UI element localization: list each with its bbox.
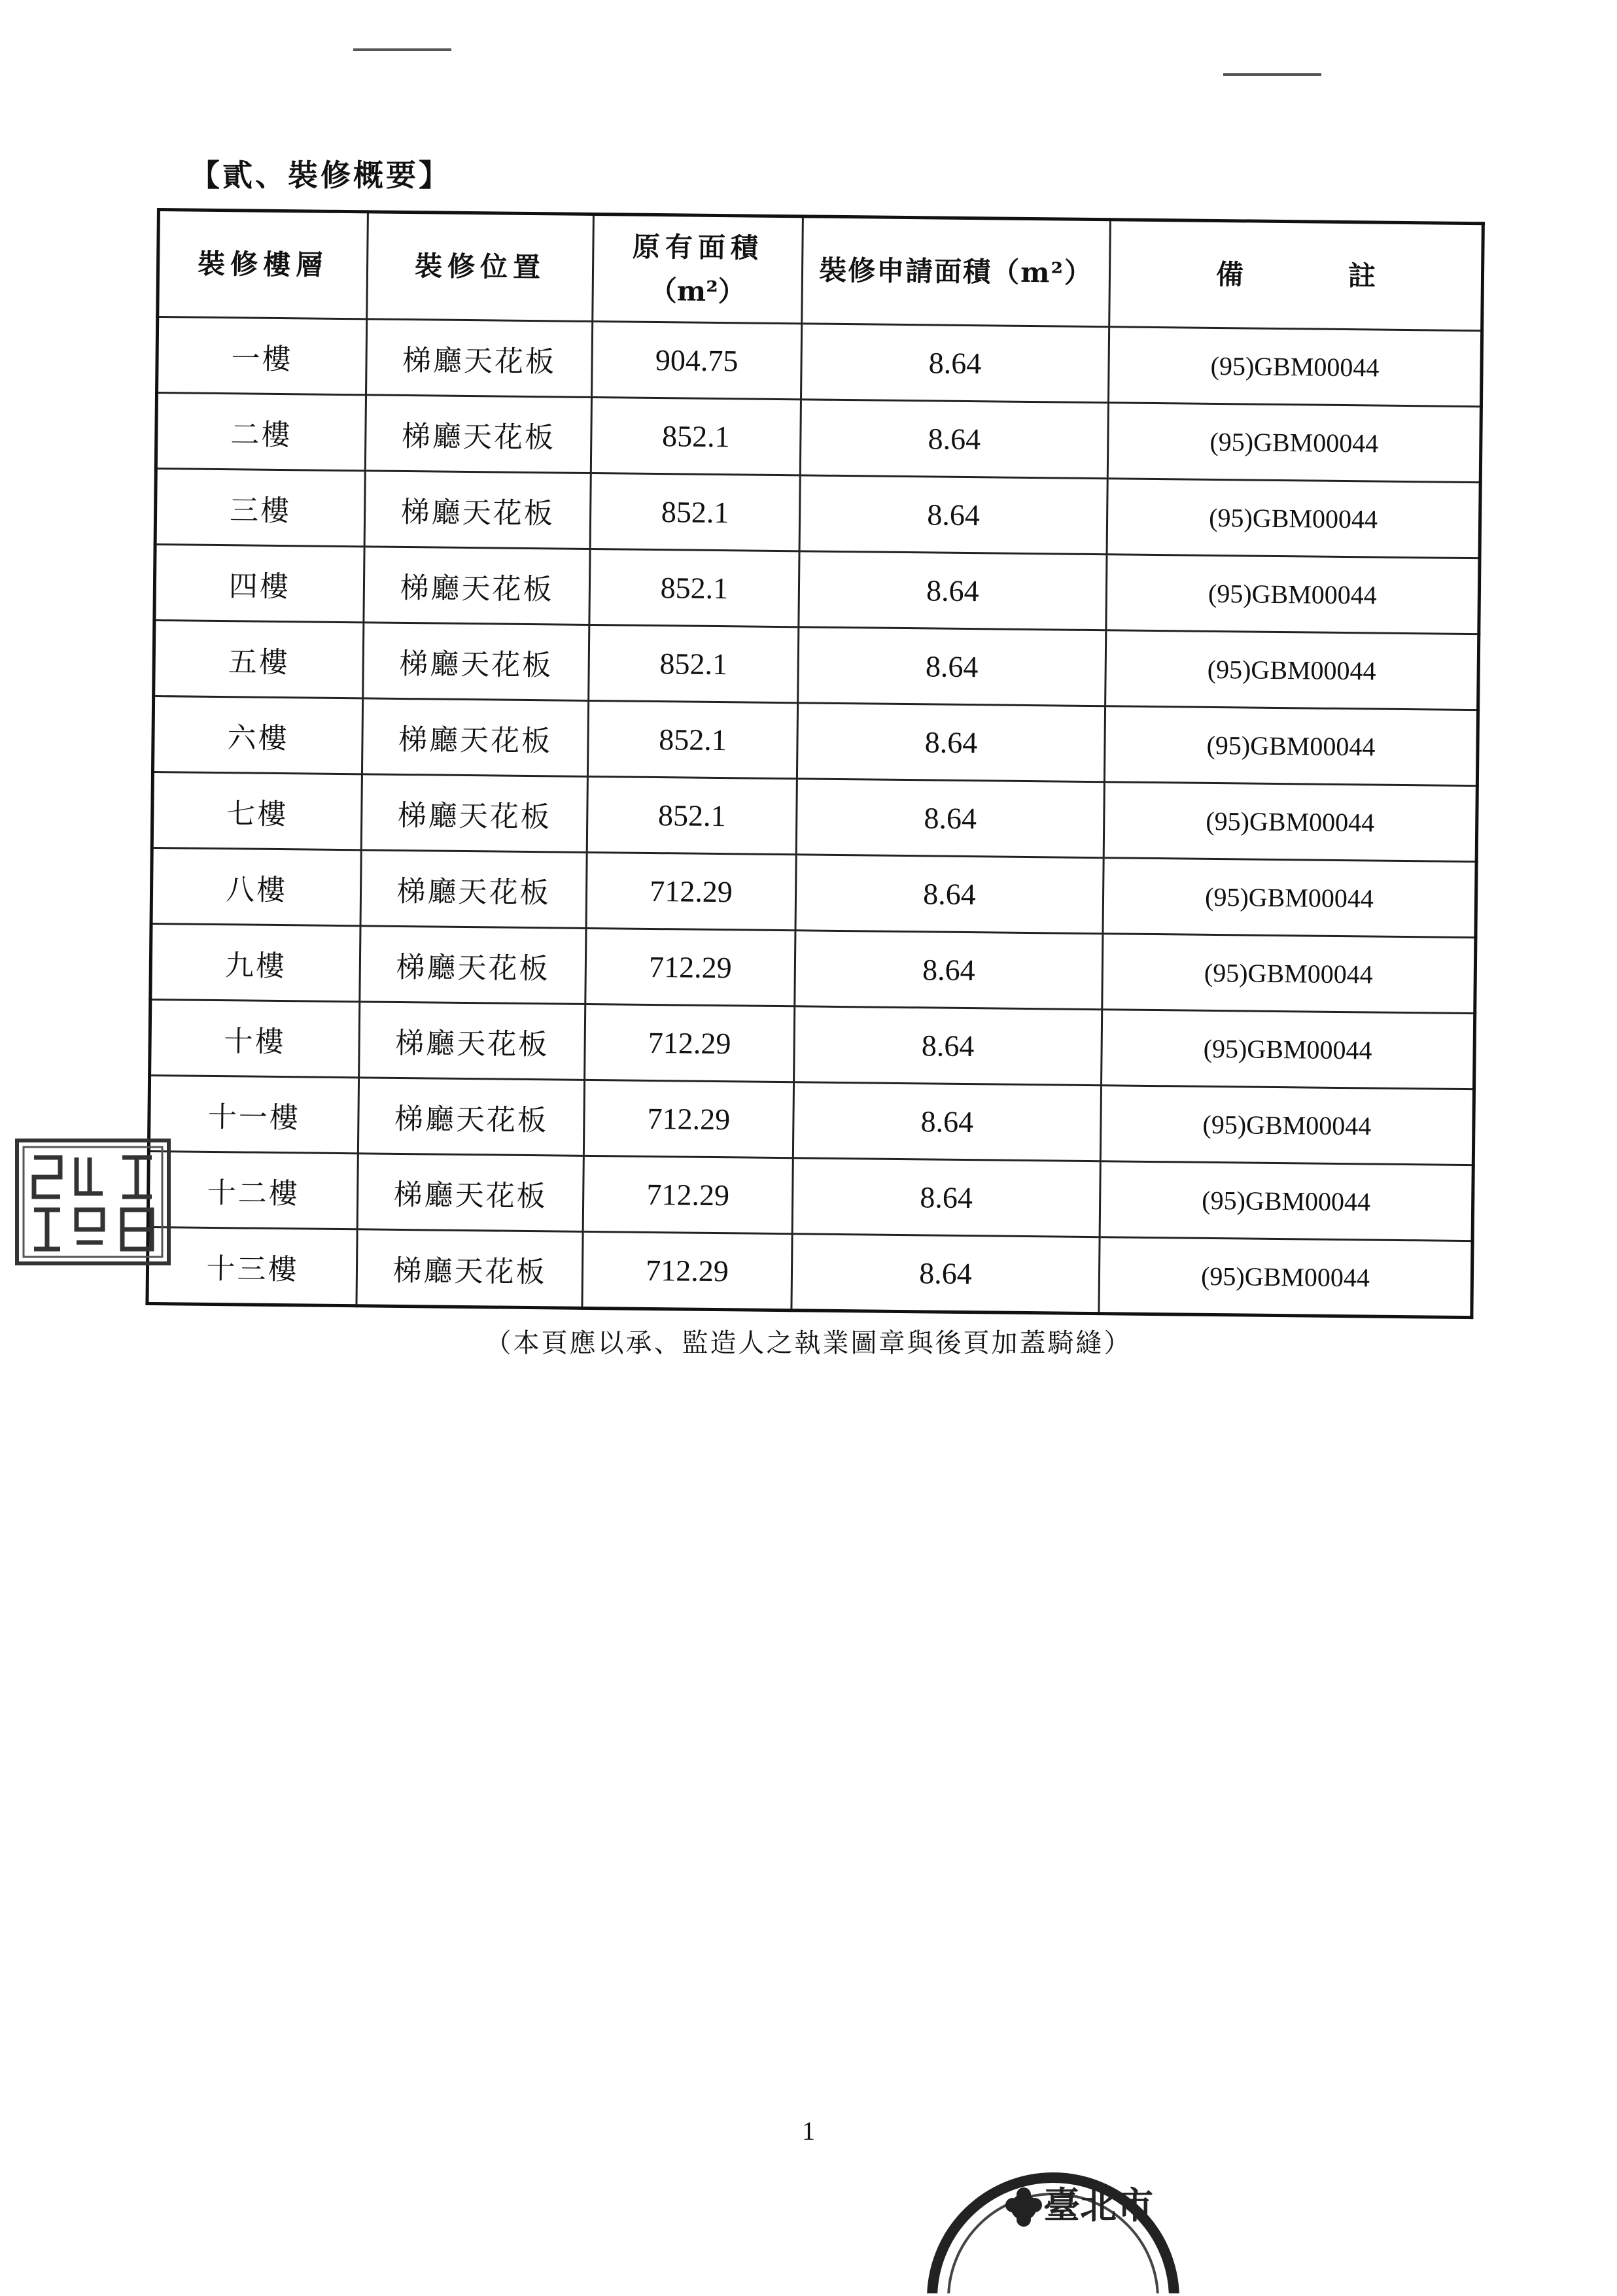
cell-remarks: (95)GBM00044 bbox=[1099, 1237, 1472, 1318]
cell-remarks: (95)GBM00044 bbox=[1108, 327, 1482, 407]
cell-remarks: (95)GBM00044 bbox=[1102, 1010, 1475, 1089]
cell-floor: 三樓 bbox=[155, 469, 365, 547]
header-remarks-char-2: 註 bbox=[1348, 260, 1376, 292]
table-row bbox=[155, 469, 1480, 558]
cell-location: 梯廳天花板 bbox=[364, 471, 591, 549]
cell-floor: 十三樓 bbox=[147, 1227, 357, 1305]
table-row bbox=[147, 1227, 1472, 1317]
cell-remarks: (95)GBM00044 bbox=[1102, 934, 1476, 1014]
cell-remarks: (95)GBM00044 bbox=[1105, 630, 1479, 710]
cell-floor: 四樓 bbox=[154, 544, 364, 622]
header-original-area-unit: （m²） bbox=[649, 274, 746, 308]
cell-floor: 九樓 bbox=[150, 923, 360, 1001]
table-row bbox=[152, 696, 1478, 785]
cell-applied-area: 8.64 bbox=[799, 475, 1107, 555]
cell-remarks: (95)GBM00044 bbox=[1104, 706, 1478, 786]
cell-remarks: (95)GBM00044 bbox=[1100, 1161, 1473, 1241]
cell-applied-area: 8.64 bbox=[798, 627, 1106, 706]
cell-applied-area: 8.64 bbox=[792, 1158, 1100, 1237]
table-row bbox=[148, 1151, 1473, 1241]
round-seal-stamp-icon bbox=[916, 2158, 1191, 2293]
square-seal-stamp-icon bbox=[14, 1138, 171, 1266]
cell-original-area: 712.29 bbox=[583, 1080, 793, 1157]
cell-location: 梯廳天花板 bbox=[356, 1229, 583, 1309]
table-header-row bbox=[158, 210, 1484, 331]
table-row bbox=[157, 317, 1482, 407]
section-title: 【貳、裝修概要】 bbox=[190, 158, 451, 193]
cell-remarks: (95)GBM00044 bbox=[1106, 555, 1480, 634]
cell-applied-area: 8.64 bbox=[791, 1234, 1100, 1314]
cell-original-area: 852.1 bbox=[589, 625, 799, 702]
cell-applied-area: 8.64 bbox=[796, 779, 1104, 858]
table-row bbox=[151, 848, 1476, 937]
cell-floor: 五樓 bbox=[154, 620, 364, 698]
table-row bbox=[154, 544, 1480, 634]
cell-floor: 二樓 bbox=[156, 393, 366, 471]
table-row bbox=[152, 772, 1477, 861]
cell-remarks: (95)GBM00044 bbox=[1107, 479, 1480, 558]
cell-remarks: (95)GBM00044 bbox=[1100, 1086, 1474, 1165]
cell-applied-area: 8.64 bbox=[801, 324, 1109, 403]
cell-floor: 一樓 bbox=[157, 317, 367, 395]
table-row bbox=[150, 999, 1475, 1089]
cell-floor: 八樓 bbox=[151, 848, 361, 925]
header-remarks-char-1: 備 bbox=[1215, 258, 1244, 291]
header-location: 裝修位置 bbox=[367, 212, 594, 322]
round-seal-text: 臺北市 bbox=[1043, 2184, 1153, 2227]
cell-applied-area: 8.64 bbox=[800, 400, 1108, 479]
scan-mark-top-left bbox=[353, 48, 451, 51]
cell-location: 梯廳天花板 bbox=[360, 850, 587, 929]
cell-location: 梯廳天花板 bbox=[366, 319, 593, 398]
table-row bbox=[154, 620, 1479, 710]
header-remarks bbox=[1109, 220, 1484, 331]
cell-floor: 十樓 bbox=[150, 999, 360, 1077]
cell-original-area: 904.75 bbox=[592, 321, 802, 399]
cell-applied-area: 8.64 bbox=[793, 1082, 1101, 1161]
cell-applied-area: 8.64 bbox=[795, 931, 1103, 1010]
cell-original-area: 852.1 bbox=[591, 397, 801, 475]
cell-location: 梯廳天花板 bbox=[357, 1154, 583, 1232]
cell-original-area: 712.29 bbox=[582, 1231, 792, 1310]
header-applied-area: 裝修申請面積（m²） bbox=[802, 216, 1111, 327]
cell-location: 梯廳天花板 bbox=[359, 1002, 585, 1080]
cell-applied-area: 8.64 bbox=[799, 551, 1107, 630]
cell-original-area: 852.1 bbox=[587, 776, 797, 854]
header-floor: 裝修樓層 bbox=[158, 210, 368, 319]
table-body bbox=[147, 317, 1482, 1318]
header-original-area-label: 原有面積 bbox=[632, 230, 764, 264]
cell-applied-area: 8.64 bbox=[794, 1006, 1102, 1086]
cell-location: 梯廳天花板 bbox=[362, 698, 588, 777]
cell-original-area: 712.29 bbox=[585, 928, 795, 1006]
footer-note: （本頁應以承、監造人之執業圖章與後頁加蓋騎縫） bbox=[485, 1328, 1132, 1358]
renovation-summary-table bbox=[145, 208, 1481, 1319]
cell-floor: 七樓 bbox=[152, 772, 362, 849]
table-row bbox=[156, 393, 1481, 483]
cell-location: 梯廳天花板 bbox=[360, 926, 586, 1004]
cell-original-area: 712.29 bbox=[583, 1156, 793, 1233]
square-seal-graphic bbox=[14, 1138, 171, 1266]
header-original-area bbox=[593, 214, 803, 323]
cell-applied-area: 8.64 bbox=[797, 703, 1105, 782]
cell-original-area: 712.29 bbox=[586, 852, 796, 930]
table-row bbox=[148, 1075, 1474, 1165]
cell-location: 梯廳天花板 bbox=[364, 547, 590, 625]
cell-original-area: 852.1 bbox=[590, 473, 800, 551]
cell-floor: 十一樓 bbox=[148, 1075, 358, 1153]
cell-remarks: (95)GBM00044 bbox=[1104, 782, 1477, 862]
cell-original-area: 712.29 bbox=[585, 1004, 795, 1082]
cell-remarks: (95)GBM00044 bbox=[1107, 403, 1481, 483]
cell-original-area: 852.1 bbox=[589, 549, 799, 626]
page-number: 1 bbox=[802, 2116, 815, 2146]
cell-location: 梯廳天花板 bbox=[361, 774, 587, 853]
cell-location: 梯廳天花板 bbox=[365, 395, 591, 473]
table-row bbox=[150, 923, 1476, 1013]
cell-location: 梯廳天花板 bbox=[363, 623, 589, 701]
cell-original-area: 852.1 bbox=[587, 700, 797, 778]
cell-location: 梯廳天花板 bbox=[358, 1078, 584, 1156]
round-seal-graphic bbox=[916, 2158, 1191, 2293]
cell-floor: 十二樓 bbox=[148, 1151, 358, 1229]
scan-mark-top-right bbox=[1223, 73, 1321, 76]
cell-remarks: (95)GBM00044 bbox=[1103, 858, 1476, 938]
cell-applied-area: 8.64 bbox=[795, 855, 1104, 934]
cell-floor: 六樓 bbox=[152, 696, 362, 774]
